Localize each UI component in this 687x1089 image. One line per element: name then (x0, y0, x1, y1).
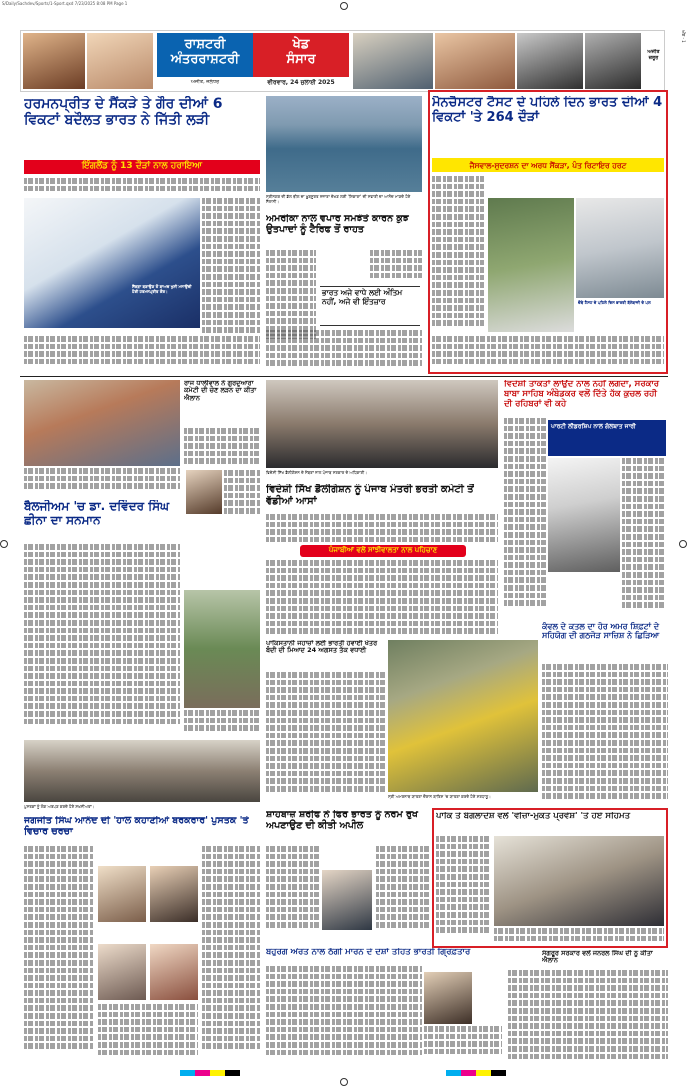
row-divider-1 (20, 376, 668, 377)
masthead-title-left-line2: ਅੰਤਰਰਾਸ਼ਟਰੀ (170, 52, 240, 67)
fraud-portrait (424, 972, 472, 1024)
delegation-headline-box (266, 484, 498, 512)
seminar-photo-caption: ਪੁਸਤਕਾਂ ਨੂੰ ਲੋਕ ਅਰਪਣ ਕਰਦੇ ਹੋਏ ਸ਼ਖ਼ਸੀਅਤਾਂ। (24, 804, 95, 809)
amarnath-headline: ਕੰਵਲ ਦੇ ਕਤਲ ਦਾ ਹੋਰ ਅਮਰ ਸ਼ਿਫ਼ਟਾਂ ਦੇ ਸਹਿਯੋਗ ਦੀ ਗਠਜੋੜ ਸਾਜ਼ਿਸ਼ ਨੇ ਛਿੜਿਆ (542, 622, 660, 641)
pahalgam-body (266, 672, 386, 798)
masthead-photo-player (435, 33, 515, 89)
masthead-title-left-line1: ਰਾਸ਼ਟਰੀ (184, 37, 226, 52)
seminar-portrait-3 (98, 944, 146, 1000)
side-page-label: ਅੰਕ - 1 (681, 30, 686, 43)
usa-body-col3 (370, 250, 422, 286)
masthead-title-right-line1: ਖੇਡ (292, 37, 310, 52)
belgium-body (24, 544, 180, 734)
usa-pullquote: ਭਾਰਤ ਅਜੇ ਵਾਧੇ ਲਈ ਅੰਤਿਮ ਨਹੀਂ, ਅਜੇ ਵੀ ਇੰਤਜ਼ਾਰ (322, 288, 403, 306)
belgium-side-headline: ਰਾਜ ਧਾਲੀਵਾਲ ਨੇ ਗੁਰਦੁਆਰਾ ਕਮੇਟੀ ਦੀ ਚੋਣ ਲੜਨ ਦਾ ਕੀਤਾ ਐਲਾਨ (184, 380, 257, 402)
registration-mark-left (0, 540, 8, 548)
usa-headline-box (266, 214, 422, 246)
group-photo (266, 380, 498, 468)
masthead (20, 30, 665, 92)
masthead-city: ਅਜੀਤ, ਜਲੰਧਰ (190, 79, 220, 85)
usa-body-bottom (266, 330, 422, 370)
visa-headline-box (436, 812, 664, 832)
masthead-title-right-line2: ਸੰਸਾਰ (286, 52, 316, 67)
ambedkar-photo (548, 458, 620, 572)
seminar-headline: ਜਗਜੀਤ ਸਿੰਘ ਆਨੰਦ ਦੀ 'ਹਾਲ ਕਹਾਣੀਆਂ ਬਰਕਰਾਰ' ਪੁਸਤਕ 'ਤੇ ਵਿਚਾਰ ਚਰਚਾ (24, 816, 249, 837)
registration-mark-bottom (340, 1078, 348, 1086)
fraud-headline-box (266, 948, 502, 964)
visa-caption (494, 928, 664, 944)
belgium-headline: ਬੈਲਜੀਅਮ 'ਚ ਡਾ. ਦਵਿੰਦਰ ਸਿੰਘ ਛੀਨਾ ਦਾ ਸਨਮਾਨ (24, 500, 170, 527)
visa-body-col (436, 836, 490, 944)
fraud-headline: ਬਹੁਰਗ ਔਰਤ ਨਾਲ ਠੱਗੀ ਮਾਰਨ ਦੇ ਦੋਸ਼ਾਂ ਤਹਿਤ ਭਾਰਤੀ ਗ੍ਰਿਫ਼ਤਾਰ (266, 948, 471, 957)
delegation-headline: ਵਿਦੇਸ਼ੀ ਸਿੱਖ ਡੈਲੀਗੇਸ਼ਨ ਨੂੰ ਪੰਜਾਬ ਮੰਤਰੀ ਭਰਤੀ ਕਮੇਟੀ ਤੋਂ ਵੱਡੀਆਂ ਆਸਾਂ (266, 484, 474, 507)
seminar-portrait-4 (150, 944, 198, 1000)
lake-photo (266, 96, 422, 192)
group-photo-caption: ਵਿਦੇਸ਼ੀ ਸਿੱਖ ਡੈਲੀਗੇਸ਼ਨ ਦੇ ਮੈਂਬਰਾਂ ਨਾਲ ਪੰਜਾਬ ਸਰਕਾਰ ਦੇ ਅਧਿਕਾਰੀ। (266, 470, 367, 475)
shehbaz-body-col1 (266, 846, 320, 938)
usa-pullquote-box (320, 286, 420, 326)
story2-headline-box (432, 96, 664, 150)
shehbaz-portrait (322, 870, 372, 930)
shehbaz-headline: ਸ਼ਾਹਬਾਜ਼ ਸ਼ਰੀਫ ਨੇ ਫਿਰ ਭਾਰਤ ਨੂੰ ਨਰਮ ਰੁਖ ਅਪਣਾਉਣ ਦੀ ਕੀਤੀ ਅਪੀਲ (266, 810, 418, 831)
pahalgam-headline: ਪਾਕਿਸਤਾਨੀ ਜਹਾਜ਼ਾਂ ਲਈ ਭਾਰਤੀ ਹਵਾਈ ਖੇਤਰ ਬੰਦੀ ਦੀ ਮਿਆਦ 24 ਅਗਸਤ ਤੱਕ ਵਧਾਈ (266, 640, 378, 655)
color-strip-left (180, 1070, 240, 1076)
seminar-body-col1 (24, 846, 94, 1066)
masthead-title-right (253, 33, 349, 77)
sengar-headline-box (542, 950, 668, 968)
belgium-photo (24, 380, 180, 466)
visa-headline: ਪਾਕਿ ਤੇ ਬੰਗਲਾਦੇਸ਼ ਵਲੋਂ 'ਵੀਜ਼ਾ-ਮੁਕਤ ਪ੍ਰਵੇਸ਼' 'ਤੇ ਹੋਏ ਸਹਿਮਤ (436, 812, 631, 821)
delegation-subheadline: ਪੰਜਾਬੀਆਂ ਵਲੋਂ ਸਾਂਝੀਵਾਲਤਾ ਨਾਲ ਪਹਿਚਾਣ (300, 545, 466, 557)
story1-photo-caption: ਸੈਂਕੜਾ ਬਣਾਉਣ ਤੋਂ ਬਾਅਦ ਖੁਸ਼ੀ ਮਨਾਉਂਦੀ ਹੋਈ ਹਰਮਨਪ੍ਰੀਤ ਕੌਰ। (132, 284, 192, 294)
ambedkar-banner: ਪਾਰਟੀ ਲੀਡਰਸ਼ਿਪ ਨਾਲ ਗੱਲਬਾਤ ਜਾਰੀ (548, 420, 666, 456)
story2-subheadline: ਜੈਸਵਾਲ-ਸੁਦਰਸ਼ਨ ਦਾ ਅਰਧ ਸੈਂਕੜਾ, ਪੰਤ ਰਿਟਾਇਰ ਹਰਟ (432, 158, 664, 172)
story2-body-col (432, 176, 484, 336)
visa-photo (494, 836, 664, 926)
sengar-body (508, 970, 668, 1062)
ambedkar-headline-box (504, 380, 668, 416)
sengar-headline: ਸੰਗਰੂਰ ਸਰਕਾਰ ਵਲੋਂ ਜਨਰਲ ਸਿੰਘ ਦੀ ਨੂੰ ਕੀਤਾ ਐਲਾਨ (542, 950, 653, 965)
story1-bottom-text (24, 336, 260, 372)
amarnath-headline-box (542, 622, 668, 662)
masthead-photo-footballer (517, 33, 583, 89)
usa-headline: ਅਮਰੀਕਾ ਨਾਲ ਵਪਾਰ ਸਮਝੌਤੇ ਕਾਰਨ ਕੁਝ ਉਤਪਾਦਾਂ ਨੂੰ ਟੈਰਿਫ ਤੋਂ ਰਾਹਤ (266, 214, 409, 235)
registration-mark-top (340, 2, 348, 10)
pahalgam-headline-box (266, 640, 386, 670)
masthead-photo-child (23, 33, 85, 89)
masthead-photo-woman (87, 33, 153, 89)
masthead-photo-cricketer (353, 33, 433, 89)
registration-mark-right (679, 540, 687, 548)
delegation-body-top (266, 514, 498, 544)
ambedkar-body-col2 (622, 458, 666, 618)
belgium-side-body2 (224, 470, 260, 530)
belgium-side-headline-box (184, 380, 260, 426)
tree-photo (184, 590, 260, 708)
masthead-title-left (157, 33, 253, 77)
shehbaz-body-col2 (376, 846, 430, 938)
shehbaz-headline-box (266, 810, 430, 844)
masthead-date: ਵੀਰਵਾਰ, 24 ਜੁਲਾਈ 2025 (267, 79, 335, 86)
delegation-body (266, 560, 498, 638)
story1-subheadline: ਇੰਗਲੈਂਡ ਨੂੰ 13 ਦੌੜਾਂ ਨਾਲ ਹਰਾਇਆ (24, 160, 260, 174)
story2-photo-right (576, 198, 664, 298)
fraud-body (266, 966, 422, 1062)
seminar-body-col2 (202, 846, 260, 1066)
story2-photo-left (488, 198, 574, 332)
ambedkar-body-col (504, 418, 546, 618)
story1-lead-text (24, 178, 260, 198)
amarnath-body (542, 664, 668, 804)
file-info: S/Daily/Sachdev/Sports/1-Sport.qxd 7/23/2025 8:08 PM Page 1 (2, 1, 128, 6)
seminar-body-bottom (98, 1004, 198, 1064)
belgium-portrait (186, 470, 222, 514)
seminar-portrait-2 (150, 866, 198, 922)
belgium-photo-caption (24, 468, 180, 498)
lake-photo-caption: ਸ੍ਰੀਨਗਰ ਦੀ ਡੱਲ ਝੀਲ ਦਾ ਖ਼ੂਬਸੂਰਤ ਨਜ਼ਾਰਾ ਦੇਖਣ ਲਈ 'ਸ਼ਿਕਾਰਾ' ਦੀ ਸਵਾਰੀ ਦਾ ਆਨੰਦ ਮਾਣਦੇ ਹੋਏ ਸੈਲਾਨੀ। (266, 194, 411, 204)
masthead-corner: ਅਜੀਤ ਜ਼ਰੂਰ (647, 49, 660, 61)
seminar-portrait-1 (98, 866, 146, 922)
belgium-headline-box (24, 500, 180, 542)
seminar-headline-box (24, 816, 260, 844)
tree-caption (184, 710, 260, 734)
fraud-body-col2 (424, 1026, 502, 1062)
story2-headline: ਮੈਨਚੈਸਟਰ ਟੈਸਟ ਦੇ ਪਹਿਲੇ ਦਿਨ ਭਾਰਤ ਦੀਆਂ 4 ਵਿਕਟਾਂ 'ਤੇ 264 ਦੌੜਾਂ (432, 96, 663, 125)
story2-photo-caption: ਚੌਥੇ ਟੈਸਟ ਦੇ ਪਹਿਲੇ ਦਿਨ ਭਾਰਤੀ ਬੱਲੇਬਾਜ਼ੀ ਦੇ ਪਲ (578, 300, 651, 305)
masthead-photo-athlete (585, 33, 641, 89)
belgium-side-body (184, 428, 260, 468)
pahalgam-photo-caption: ਸ੍ਰੀ ਅਮਰਨਾਥ ਯਾਤਰਾ ਦੌਰਾਨ ਬਾਰਿਸ਼ 'ਚ ਯਾਤਰਾ ਕਰਦੇ ਹੋਏ ਸ਼ਰਧਾਲੂ। (388, 794, 491, 799)
ambedkar-headline: ਵਿਦੇਸ਼ੀ ਤਾਕਤਾਂ ਲਾਉਂਦ ਨਾਲ ਨਹੀਂ ਲਗਦਾ, ਸਰਕਾਰ ਬਾਬਾ ਸਾਹਿਬ ਅੰਬੇਡਕਰ ਵਲੋਂ ਦਿੱਤੇ ਹੱਕ ਕੁਚਲ ਰਹੀ ਦੀ ਰਹਿਬਰਾਂ ਵੀ ਕਹੇ (504, 380, 660, 409)
pahalgam-photo (388, 640, 538, 792)
color-strip-right (446, 1070, 506, 1076)
story2-bottom-text (432, 336, 664, 372)
story1-headline: ਹਰਮਨਪ੍ਰੀਤ ਦੇ ਸੈਂਕੜੇ ਤੇ ਗੌਰ ਦੀਆਂ 6 ਵਿਕਟਾਂ ਬਦੌਲਤ ਭਾਰਤ ਨੇ ਜਿੱਤੀ ਲੜੀ (24, 96, 223, 129)
seminar-photo (24, 740, 260, 802)
story1-body-col (202, 198, 260, 338)
